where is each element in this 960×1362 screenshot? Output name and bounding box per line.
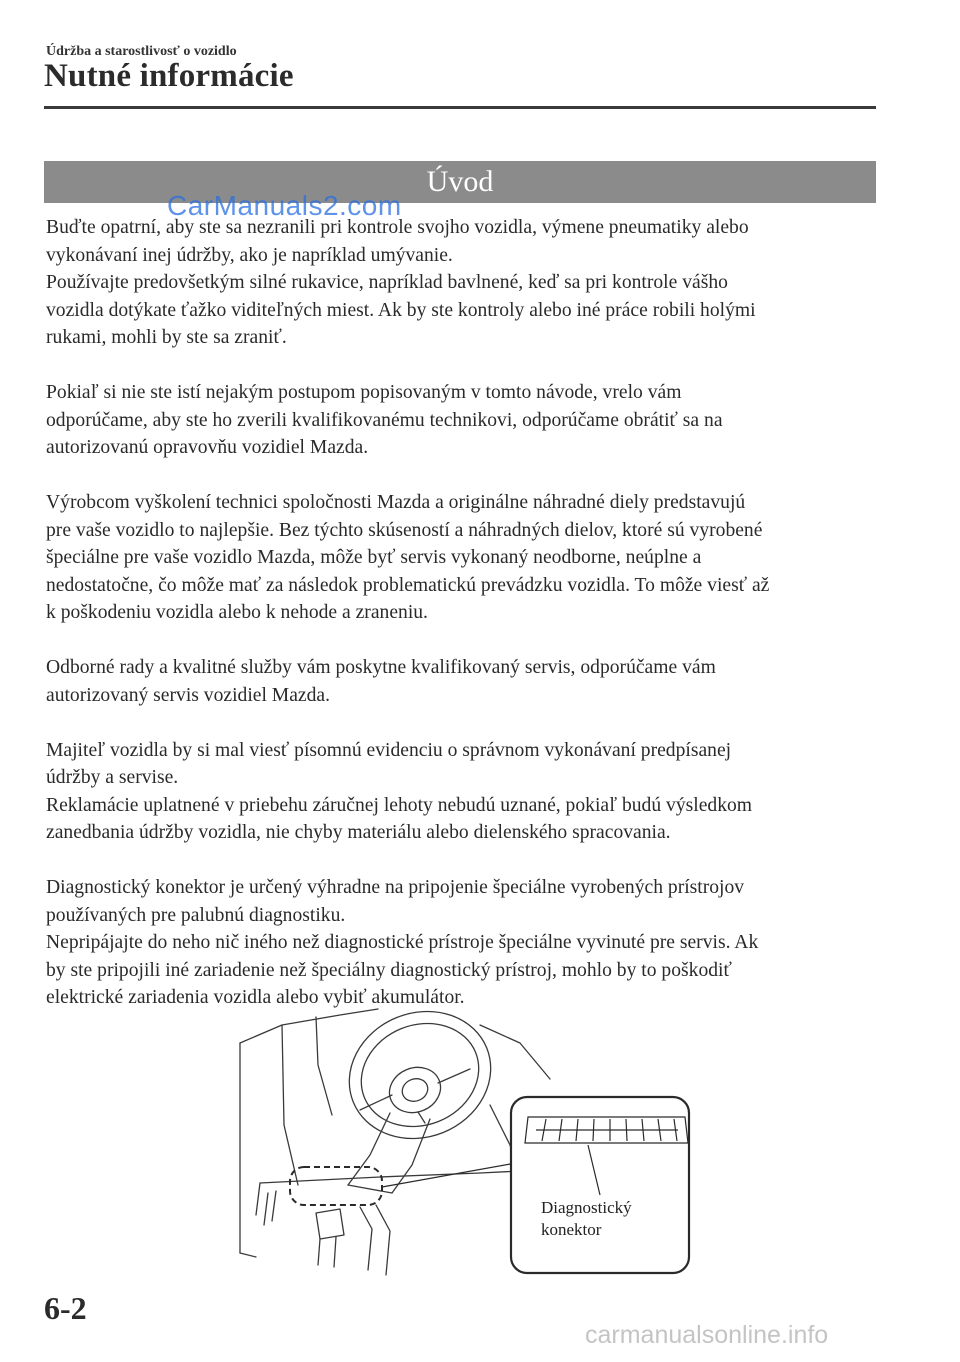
connector-label <box>541 1197 632 1241</box>
text-line: Pokiaľ si nie ste istí nejakým postupom popisovaným v tomto návode, vrelo vám <box>46 382 682 403</box>
text-line: Výrobcom vyškolení technici spoločnosti Mazda a originálne náhradné diely predstavujú <box>46 492 746 513</box>
watermark-bottom[interactable]: carmanualsonline.info <box>585 1321 829 1349</box>
text-line: zanedbania údržby vozidla, nie chyby materiálu alebo dielenského spracovania. <box>46 822 671 843</box>
text-line: Majiteľ vozidla by si mal viesť písomnú evidenciu o správnom vykonávaní predpísanej <box>46 739 732 761</box>
page-number: 6-2 <box>44 1290 87 1326</box>
text-line: Reklamácie uplatnené v priebehu záručnej lehoty nebudú uznané, pokiaľ budú výsledkom <box>46 794 753 816</box>
text-line: nedostatočne, čo môže mať za následok problematickú prevádzku vozidla. To môže viesť až <box>46 574 770 596</box>
header-divider <box>44 106 876 109</box>
connector-label-line-2: konektor <box>541 1220 602 1239</box>
text-line: autorizovaný servis vozidiel Mazda. <box>46 684 331 706</box>
text-line: Diagnostický konektor je určený výhradne na pripojenie špeciálne vyrobených prístrojov <box>46 877 745 898</box>
chapter-subtitle: Údržba a starostlivosť o vozidlo <box>46 44 237 59</box>
text-line: údržby a servise. <box>46 767 179 788</box>
text-line: k poškodeniu vozidla alebo k nehode a zraneniu. <box>46 602 428 623</box>
text-line: elektrické zariadenia vozidla alebo vybiť akumulátor. <box>46 987 465 1008</box>
text-line: vozidla dotýkate ťažko viditeľných miest. Ak by ste kontroly alebo iné práce robili holými <box>46 299 756 321</box>
diagnostic-connector-figure <box>220 995 700 1280</box>
text-line: Buďte opatrní, aby ste sa nezranili pri kontrole svojho vozidla, výmene pneumatiky alebo <box>46 217 749 238</box>
paragraph-5 <box>46 737 878 847</box>
paragraph-4 <box>46 654 878 709</box>
text-line: autorizovanú opravovňu vozidiel Mazda. <box>46 437 369 458</box>
text-line: Odborné rady a kvalitné služby vám poskytne kvalifikovaný servis, odporúčame vám <box>46 657 716 678</box>
paragraph-1 <box>46 214 878 352</box>
section-title: Úvod <box>426 165 494 198</box>
connector-label-line-1: Diagnostický <box>541 1198 632 1217</box>
watermark-top[interactable]: CarManuals2.com <box>167 190 402 221</box>
text-line: Používajte predovšetkým silné rukavice, napríklad bavlnené, keď sa pri kontrole vášho <box>46 272 728 293</box>
text-line: špeciálne pre vaše vozidlo Mazda, môže byť servis vykonaný neodborne, neúplne a <box>46 547 702 568</box>
text-line: pre vaše vozidlo to najlepšie. Bez týchto skúseností a náhradných dielov, ktoré sú vyrobené <box>46 519 763 541</box>
text-line: Nepripájajte do neho nič iného než diagnostické prístroje špeciálne vyvinuté pre servis. Ak <box>46 932 759 953</box>
page-title: Nutné informácie <box>44 58 294 94</box>
text-line: vykonávaní inej údržby, ako je napríklad umývanie. <box>46 244 453 266</box>
text-line: odporúčame, aby ste ho zverili kvalifikovanému technikovi, odporúčame obrátiť sa na <box>46 409 723 431</box>
text-line: by ste pripojili iné zariadenie než špeciálny diagnostický prístroj, mohlo by to poškodiť <box>46 959 732 981</box>
paragraph-3 <box>46 489 878 627</box>
text-line: používaných pre palubnú diagnostiku. <box>46 904 346 926</box>
text-line: rukami, mohli by ste sa zraniť. <box>46 327 287 348</box>
body-text <box>46 214 878 1039</box>
paragraph-2 <box>46 379 878 462</box>
paragraph-6 <box>46 874 878 1012</box>
